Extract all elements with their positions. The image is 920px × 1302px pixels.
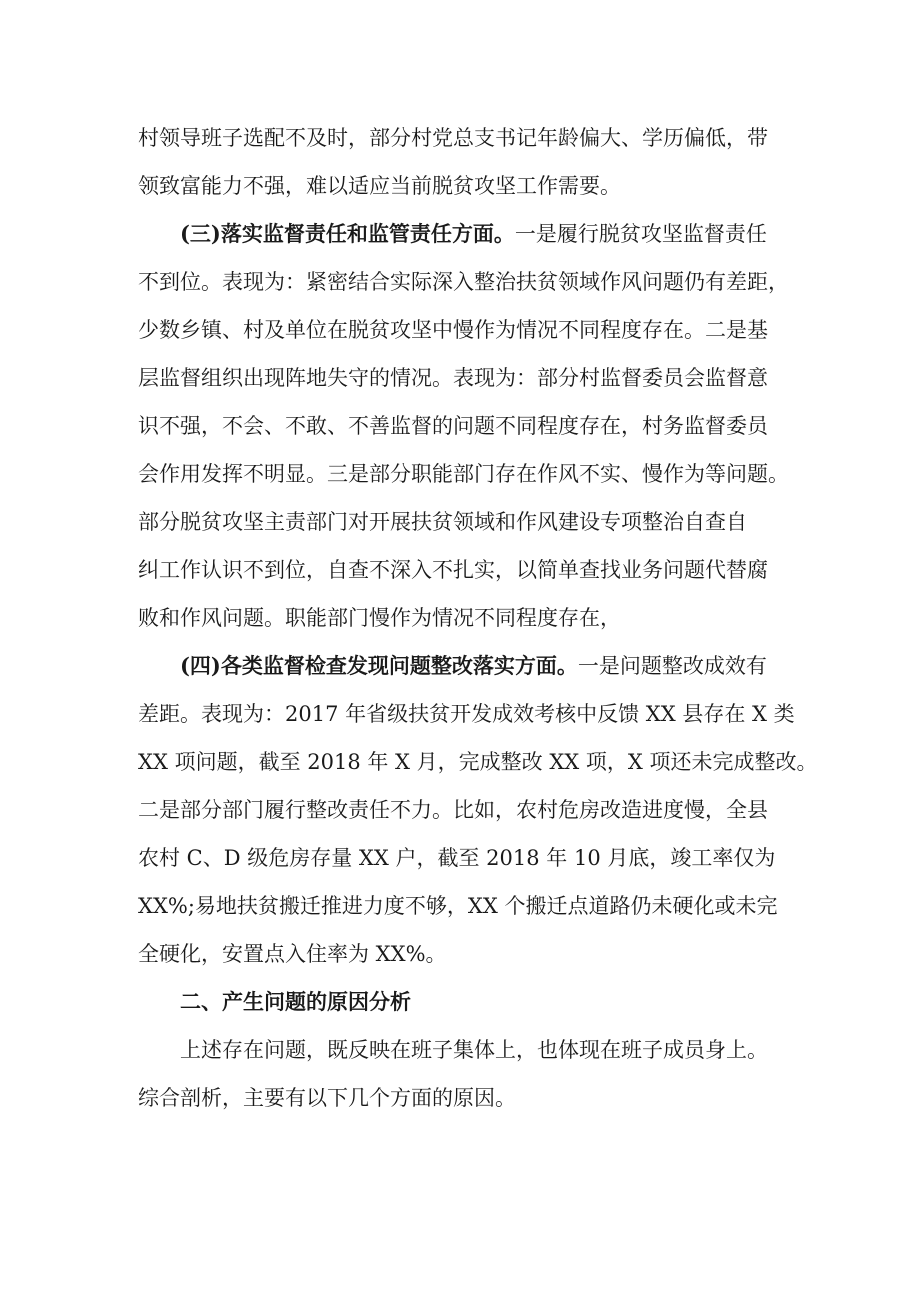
body-text: XX 项问题，截至 2018 年 X 月，完成整改 XX 项，X 项还未完成整改。 <box>138 750 818 774</box>
body-text: 上述存在问题，既反映在班子集体上，也体现在班子成员身上。 <box>180 1038 768 1062</box>
body-text: 少数乡镇、村及单位在脱贫攻坚中慢作为情况不同程度存在。二是基 <box>138 318 768 342</box>
body-text: 会作用发挥不明显。三是部分职能部门存在作风不实、慢作为等问题。 <box>138 462 789 486</box>
paragraph-line <box>0 412 920 440</box>
paragraph-line <box>0 604 920 632</box>
paragraph-line <box>0 748 920 776</box>
paragraph-line <box>0 364 920 392</box>
section-heading-three: (三)落实监督责任和监管责任方面。 <box>180 221 515 246</box>
section-heading-line <box>0 220 920 248</box>
paragraph-line <box>0 556 920 584</box>
body-text: 一是问题整改成效有 <box>577 654 767 678</box>
body-text: 领致富能力不强，难以适应当前脱贫攻坚工作需要。 <box>138 174 621 198</box>
paragraph-line <box>0 508 920 536</box>
paragraph-line <box>0 460 920 488</box>
body-text: 纠工作认识不到位，自查不深入不扎实，以简单查找业务问题代替腐 <box>138 558 768 582</box>
body-text: 识不强，不会、不敢、不善监督的问题不同程度存在，村务监督委员 <box>138 414 768 438</box>
body-text: 全硬化，安置点入住率为 XX%。 <box>138 942 447 966</box>
chapter-heading <box>0 988 920 1016</box>
body-text: 综合剖析，主要有以下几个方面的原因。 <box>138 1086 516 1110</box>
section-heading-line <box>0 652 920 680</box>
paragraph-line <box>0 940 920 968</box>
paragraph-line <box>0 1036 920 1064</box>
body-text: 不到位。表现为：紧密结合实际深入整治扶贫领域作风问题仍有差距， <box>138 270 789 294</box>
paragraph-line <box>0 268 920 296</box>
paragraph-line <box>0 124 920 152</box>
body-text: 差距。表现为：2017 年省级扶贫开发成效考核中反馈 XX 县存在 X 类 <box>138 702 795 726</box>
body-text: 层监督组织出现阵地失守的情况。表现为：部分村监督委员会监督意 <box>138 366 768 390</box>
body-text: 二是部分部门履行整改责任不力。比如，农村危房改造进度慢，全县 <box>138 798 768 822</box>
paragraph-line <box>0 796 920 824</box>
body-text: XX%;易地扶贫搬迁推进力度不够，XX 个搬迁点道路仍未硬化或未完 <box>138 894 778 918</box>
body-text: 败和作风问题。职能部门慢作为情况不同程度存在， <box>138 606 621 630</box>
body-text: 部分脱贫攻坚主责部门对开展扶贫领域和作风建设专项整治自查自 <box>138 510 747 534</box>
paragraph-line <box>0 316 920 344</box>
paragraph-line <box>0 700 920 728</box>
paragraph-line <box>0 1084 920 1112</box>
body-text: 一是履行脱贫攻坚监督责任 <box>514 222 767 246</box>
section-heading-four: (四)各类监督检查发现问题整改落实方面。 <box>180 653 578 678</box>
paragraph-line <box>0 172 920 200</box>
chapter-heading-text: 二、产生问题的原因分析 <box>180 990 411 1014</box>
paragraph-line <box>0 892 920 920</box>
paragraph-line <box>0 844 920 872</box>
body-text: 村领导班子选配不及时，部分村党总支书记年龄偏大、学历偏低，带 <box>138 126 768 150</box>
body-text: 农村 C、D 级危房存量 XX 户，截至 2018 年 10 月底，竣工率仅为 <box>138 846 776 870</box>
